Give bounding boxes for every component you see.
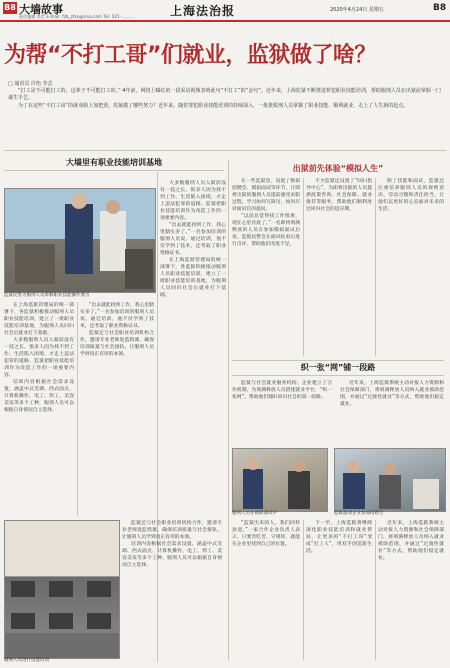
paragraph: 下一步，上海监狱将继续深化职业技能培训和就业帮扶，让更多的“不打工哥”变成“打工人”，用双手创造新生活。 — [306, 521, 372, 554]
article-column — [340, 380, 444, 444]
paragraph: 监狱还与社会职业培训机构合作，邀请专业老师进监授课，确保培训质量与社会接轨，让服刑人员学到真正有用的本领。 — [122, 521, 222, 540]
job-fair-photo-illustration — [335, 449, 445, 511]
divider — [232, 375, 444, 376]
editor-meta: 责任编辑 李芸 E-mail: fzb_zfxs@sina.com Tel: 021-.......... — [19, 14, 136, 19]
photo-caption: 监狱邀请企业参加招聘会 — [334, 511, 384, 516]
paragraph: “出去就能找到工作，我心里踏实多了。”一名参加培训的服刑人员说。通过培训，他不仅学到了技术，还考取了职业资格证书。 — [80, 303, 154, 329]
photo-caption: 服刑人员在模拟面试中 — [232, 511, 277, 516]
column-rule — [375, 178, 376, 356]
lead-paragraph: “打工是不可能打工的，这辈子不可能打工的。” 4年前，网络上曝红的一段采访视频表明此句“不打工”的“金句”。近年来，上海监狱不断推进罪犯职业技能培训，帮助服刑人员在出狱前掌握一门谋生手艺。 — [8, 88, 441, 101]
classroom-photo-illustration — [5, 521, 119, 658]
article-byline: □ 通讯员 许怡 李芸 — [8, 81, 53, 87]
paragraph: 大多数服刑人员入狱前没有一技之长，很多人因为找不到工作、生活陷入困境，才走上违法犯罪的道路。监狱把职业技能培训作为改造工作的一项重要内容。 — [160, 181, 226, 221]
header-rule — [0, 20, 450, 22]
interview-photo-illustration — [233, 449, 327, 511]
article-column — [232, 520, 300, 660]
photo-caption: 服刑人员进行技能培训 — [4, 658, 49, 663]
job-fair-photo — [334, 448, 446, 512]
column-rule — [303, 178, 304, 356]
divider — [4, 170, 224, 171]
lead-paragraph: 为了在这些“不打工哥”的就业路上加把劲，监狱做了哪些努力？近年来，随着罪犯职业技能培训的持续深入，一批批服刑人员掌握了职业技能、顺利就业，走上了人生新的起点。 — [18, 102, 409, 109]
article-column — [232, 380, 332, 444]
paragraph: 近年来，上海监狱系统主动对接人力资源和社会保障部门，将刑满释放人员纳入就业援助范围，并通过“过渡性就业”等方式，帮助他们稳定就业。 — [340, 381, 444, 407]
article-column — [378, 520, 444, 660]
paragraph: 不少监狱还设置了“回归指导中心”，为即将出狱的人员提供政策咨询、社会保障、就业推荐等服务，帮助他们顺利度过回归社会的适应期。 — [306, 179, 372, 212]
newspaper-name: 上海法治报 — [170, 4, 236, 18]
paragraph: 培训内容根据社会需求设置，涵盖中式烹调、西式面点、计算机操作、电工、焊工、美容美发等多个工种，服刑人员可以根据自身情况自主选择。 — [122, 542, 222, 568]
classroom-photo — [4, 520, 120, 659]
paragraph: 在一些监狱里，设置了模拟招聘会、模拟面试等环节，让即将出狱的服刑人员提前感受求职过程，学习如何写简历、如何应对面试官的提问。 — [232, 179, 300, 212]
paragraph: 大多数服刑人员入狱前没有一技之长，很多人因为找不到工作、生活陷入困境，才走上违法犯罪的道路。监狱把职业技能培训作为改造工作的一项重要内容。 — [4, 338, 74, 378]
section-heading: 织一张“网”铺一段路 — [300, 363, 376, 372]
photo-caption: 监狱民警为服刑人员讲解职业技能操作要点 — [4, 293, 90, 298]
paragraph: “监狱出来的人，我们同样欢迎。”一家合作企业负责人表示，只要肯吃苦、守规矩，就能在企业里找到自己的位置。 — [232, 521, 300, 547]
paragraph: “出去就能找到工作，我心里踏实多了。”一名参加培训的服刑人员说。通过培训，他不仅学到了技术，还考取了职业资格证书。 — [160, 223, 226, 256]
paragraph: 培训内容根据社会需求设置，涵盖中式烹调、西式面点、计算机操作、电工、焊工、美容美发等多个工种，服刑人员可以根据自身情况自主选择。 — [4, 380, 74, 413]
training-photo-illustration — [5, 189, 155, 292]
article-column — [160, 180, 226, 516]
article-column — [80, 302, 154, 516]
paragraph: “以前总觉得找工作很难，现在心里有底了。”一名即将刑满释放的人员在参加模拟面试后说。监狱民警会在面试结束后进行点评，帮助他们改进不足。 — [232, 214, 300, 247]
column-rule — [303, 520, 304, 660]
column-rule — [375, 520, 376, 660]
article-column — [232, 178, 300, 356]
paragraph: 在上海监狱管理局的统一部署下，各监狱积极推动服刑人员职业技能培训，建立了一批职业技能培训基地，为服刑人员回归社会后就业打下基础。 — [4, 303, 74, 336]
article-column — [4, 302, 74, 516]
divider — [4, 150, 446, 151]
column-rule — [228, 160, 229, 660]
page-number: B8 — [433, 3, 447, 13]
column-rule — [77, 302, 78, 516]
divider — [232, 360, 444, 361]
paragraph: 监狱还与社会职业培训机构合作，邀请专业老师进监授课，确保培训质量与社会接轨，让服刑人员学到真正有用的本领。 — [80, 331, 154, 357]
section-heading: 出狱前先体验“模拟人生” — [292, 164, 384, 173]
paragraph: 监狱与社会就业服务机构、企业建立了合作机制，为刑满释放人员搭建就业平台，“织一张网”，帮助他们铺好回归社会的第一段路。 — [232, 381, 332, 400]
paragraph: 除了技能和面试，监狱还注重培养服刑人员的规则意识、劳动习惯和责任担当，让他们以更好的心态面对未来的生活。 — [378, 179, 444, 212]
article-column — [122, 520, 222, 660]
article-column — [378, 178, 444, 356]
training-photo — [4, 188, 156, 293]
article-lead — [8, 88, 442, 110]
interview-photo — [232, 448, 328, 512]
paragraph: 近年来，上海监狱系统主动对接人力资源和社会保障部门，将刑满释放人员纳入就业援助范围，并通过“过渡性就业”等方式，帮助他们稳定就业。 — [378, 521, 444, 561]
paragraph: 在上海监狱管理局的统一部署下，各监狱积极推动服刑人员职业技能培训，建立了一批职业技能培训基地，为服刑人员回归社会后就业打下基础。 — [160, 258, 226, 298]
article-column — [306, 178, 372, 356]
issue-date: 2020年4月24日 星期五 — [330, 7, 384, 13]
page-logo: B8 — [4, 3, 16, 12]
article-column — [306, 520, 372, 660]
section-title: 大墙故事 — [19, 3, 63, 16]
article-headline: 为帮“不打工哥”们就业，监狱做了啥？ — [4, 43, 376, 68]
page-header — [0, 0, 450, 20]
section-heading: 大墙里有职业技能培训基地 — [66, 158, 162, 167]
